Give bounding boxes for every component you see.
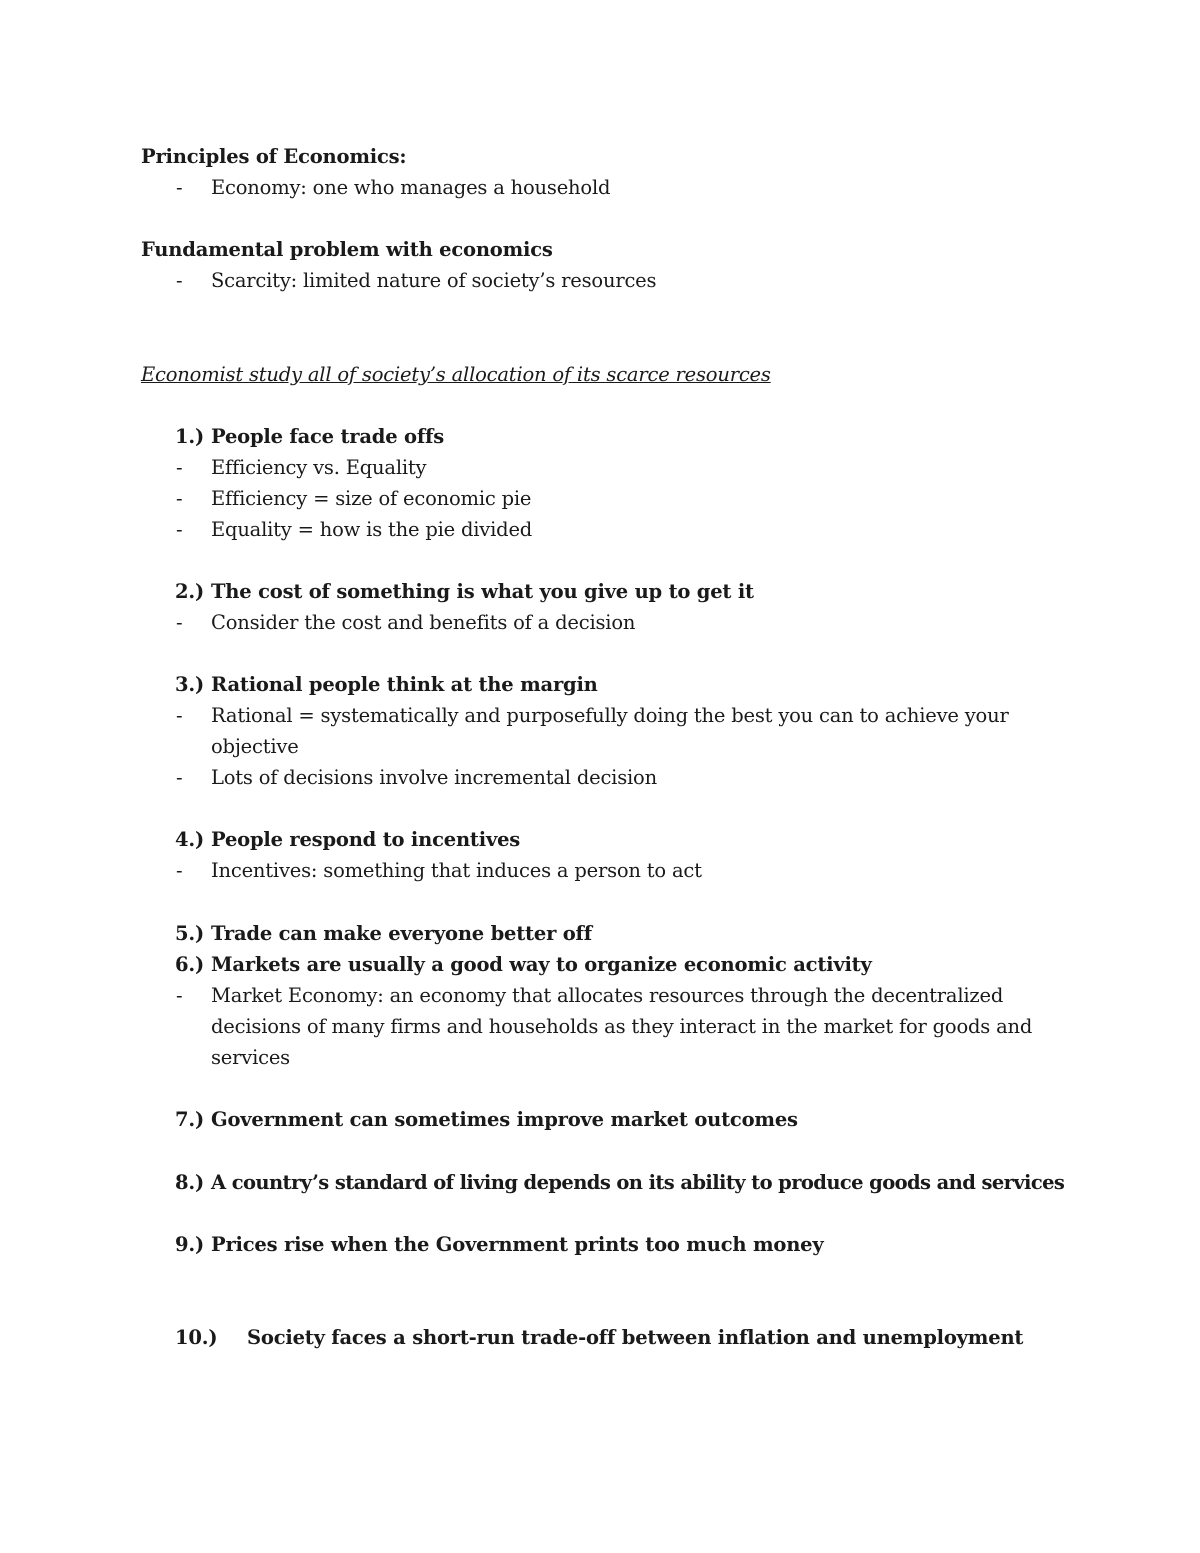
principle-title: The cost of something is what you give up to get it <box>211 580 754 603</box>
principle-title: Prices rise when the Government prints too much money <box>211 1233 824 1256</box>
bullet-text: Efficiency vs. Equality <box>211 456 427 479</box>
principle-title: Rational people think at the margin <box>211 673 598 696</box>
bullet-dash: - <box>176 704 183 727</box>
principle-number: 10.) <box>175 1326 218 1349</box>
principle-number: 1.) <box>175 425 204 448</box>
bullet-continuation: services <box>211 1046 290 1069</box>
principle-number: 7.) <box>175 1108 204 1131</box>
bullet-dash: - <box>176 176 183 199</box>
principle-title: People face trade offs <box>211 425 444 448</box>
economist-study-heading: Economist study all of society’s allocation of its scarce resources <box>141 363 771 386</box>
principle-number: 5.) <box>175 922 204 945</box>
bullet-text: Market Economy: an economy that allocates resources through the decentralized <box>211 984 1004 1007</box>
bullet-text: Efficiency = size of economic pie <box>211 487 532 510</box>
principle-title: Society faces a short-run trade-off between inflation and unemployment <box>247 1326 1024 1349</box>
bullet-continuation: objective <box>211 735 299 758</box>
principle-number: 4.) <box>175 828 204 851</box>
bullet-dash: - <box>176 984 183 1007</box>
principle-number: 2.) <box>175 580 204 603</box>
bullet-dash: - <box>176 859 183 882</box>
bullet-text: Economy: one who manages a household <box>211 176 611 199</box>
principle-title: A country’s standard of living depends on its ability to produce goods and services <box>211 1171 1065 1194</box>
bullet-text: Equality = how is the pie divided <box>211 518 533 541</box>
bullet-text: Rational = systematically and purposefully doing the best you can to achieve your <box>211 704 1009 727</box>
principle-number: 8.) <box>175 1171 204 1194</box>
principle-title: Trade can make everyone better off <box>211 922 592 945</box>
bullet-text: Scarcity: limited nature of society’s resources <box>211 269 657 292</box>
bullet-dash: - <box>176 456 183 479</box>
bullet-text: Lots of decisions involve incremental decision <box>211 766 657 789</box>
principle-number: 9.) <box>175 1233 204 1256</box>
principle-number: 6.) <box>175 953 204 976</box>
bullet-dash: - <box>176 269 183 292</box>
principles-heading: Principles of Economics: <box>141 145 407 168</box>
bullet-text: Consider the cost and benefits of a decision <box>211 611 636 634</box>
bullet-dash: - <box>176 518 183 541</box>
bullet-dash: - <box>176 487 183 510</box>
bullet-dash: - <box>176 611 183 634</box>
principle-title: People respond to incentives <box>211 828 521 851</box>
bullet-dash: - <box>176 766 183 789</box>
principle-title: Markets are usually a good way to organize economic activity <box>211 953 872 976</box>
bullet-text: Incentives: something that induces a person to act <box>211 859 702 882</box>
fundamental-heading: Fundamental problem with economics <box>141 238 553 261</box>
principle-title: Government can sometimes improve market outcomes <box>211 1108 798 1131</box>
bullet-continuation: decisions of many firms and households as they interact in the market for goods and <box>211 1015 1033 1038</box>
principle-number: 3.) <box>175 673 204 696</box>
